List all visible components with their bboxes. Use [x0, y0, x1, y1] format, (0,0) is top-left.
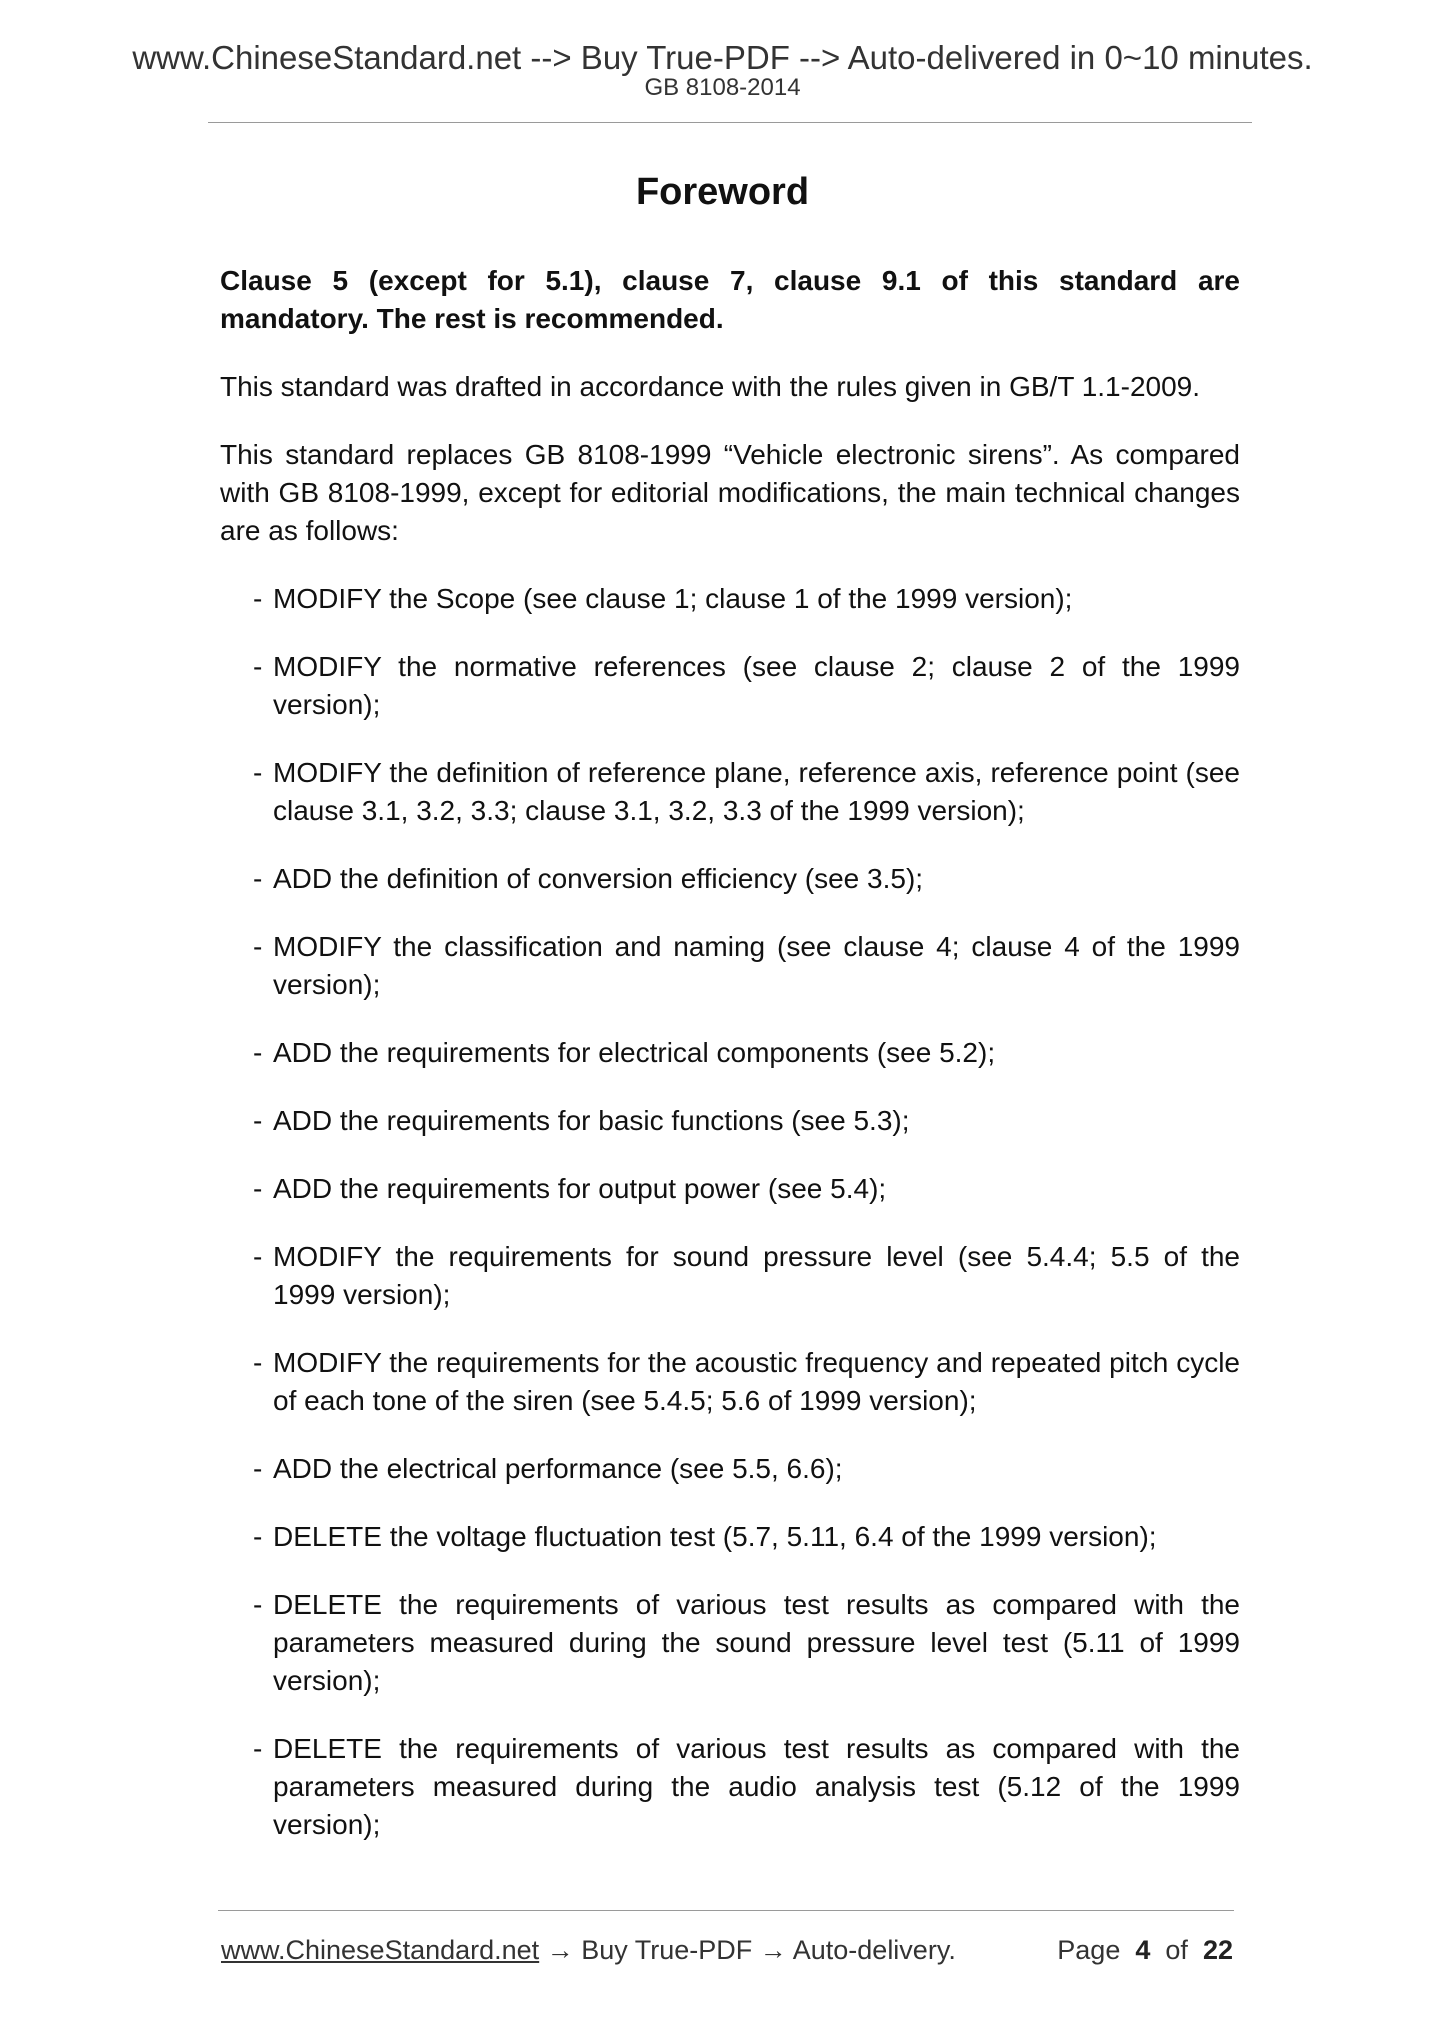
- list-item-text: ADD the requirements for basic functions (see 5.3);: [273, 1105, 910, 1136]
- list-item: [220, 1034, 1240, 1072]
- replacement-paragraph: This standard replaces GB 8108-1999 “Vehicle electronic sirens”. As compared with GB 8108-1999, except for editorial modifications, the main technical changes are as follows:: [220, 439, 1240, 546]
- list-item-text: MODIFY the classification and naming (see clause 4; clause 4 of the 1999 version);: [273, 931, 1240, 1000]
- bullet-dash: -: [253, 1037, 263, 1068]
- list-item-text: MODIFY the definition of reference plane, reference axis, reference point (see clause 3.1, 3.2, 3.3; clause 3.1, 3.2, 3.3 of the 1999 version);: [273, 757, 1240, 826]
- mandatory-clause-paragraph: Clause 5 (except for 5.1), clause 7, clause 9.1 of this standard are mandatory. The rest is recommended.: [220, 265, 1240, 334]
- bullet-dash: -: [253, 1589, 263, 1620]
- page-indicator: [1057, 1932, 1233, 1968]
- header-divider: [208, 122, 1252, 123]
- list-item: [220, 1238, 1240, 1314]
- list-item-text: ADD the electrical performance (see 5.5, 6.6);: [273, 1453, 843, 1484]
- changes-list: [220, 580, 1240, 1844]
- list-item-text: ADD the requirements for output power (see 5.4);: [273, 1173, 887, 1204]
- list-item-text: MODIFY the requirements for sound pressure level (see 5.4.4; 5.5 of the 1999 version);: [273, 1241, 1240, 1310]
- list-item: [220, 1344, 1240, 1420]
- list-item: [220, 1450, 1240, 1488]
- site-banner: www.ChineseStandard.net --> Buy True-PDF --> Auto-delivered in 0~10 minutes.: [132, 39, 1313, 76]
- list-item-text: MODIFY the requirements for the acoustic frequency and repeated pitch cycle of each tone of the siren (see 5.4.5; 5.6 of 1999 version);: [273, 1347, 1240, 1416]
- bullet-dash: -: [253, 1105, 263, 1136]
- bullet-dash: -: [253, 1521, 263, 1552]
- list-item: [220, 648, 1240, 724]
- footer-tagline: → Buy True-PDF → Auto-delivery.: [539, 1935, 956, 1965]
- bullet-dash: -: [253, 863, 263, 894]
- standard-code: GB 8108-2014: [644, 74, 801, 101]
- page-total: 22: [1202, 1935, 1233, 1965]
- list-item: [220, 860, 1240, 898]
- footer-divider: [218, 1910, 1234, 1911]
- list-item: [220, 580, 1240, 618]
- list-item-text: MODIFY the normative references (see clause 2; clause 2 of the 1999 version);: [273, 651, 1240, 720]
- bullet-dash: -: [253, 757, 263, 788]
- bullet-dash: -: [253, 931, 263, 962]
- bullet-dash: -: [253, 1453, 263, 1484]
- footer-site-link[interactable]: www.ChineseStandard.net: [221, 1935, 540, 1965]
- bullet-dash: -: [253, 1173, 263, 1204]
- page-label: Page: [1057, 1935, 1121, 1965]
- page-footer: [221, 1932, 1233, 1968]
- page-current: 4: [1135, 1935, 1151, 1965]
- list-item-text: MODIFY the Scope (see clause 1; clause 1 of the 1999 version);: [273, 583, 1073, 614]
- list-item: [220, 1102, 1240, 1140]
- list-item-text: DELETE the requirements of various test results as compared with the parameters measured during the sound pressure level test (5.11 of 1999 version);: [273, 1589, 1240, 1696]
- footer-left: [221, 1932, 956, 1968]
- list-item: [220, 1170, 1240, 1208]
- bullet-dash: -: [253, 583, 263, 614]
- list-item: [220, 1730, 1240, 1844]
- list-item-text: ADD the definition of conversion efficiency (see 3.5);: [273, 863, 924, 894]
- page-title: Foreword: [635, 171, 810, 213]
- list-item: [220, 754, 1240, 830]
- drafting-paragraph: This standard was drafted in accordance with the rules given in GB/T 1.1-2009.: [220, 371, 1201, 402]
- list-item: [220, 928, 1240, 1004]
- bullet-dash: -: [253, 1347, 263, 1378]
- document-body: [220, 262, 1240, 1874]
- list-item-text: DELETE the voltage fluctuation test (5.7, 5.11, 6.4 of the 1999 version);: [273, 1521, 1157, 1552]
- list-item: [220, 1586, 1240, 1700]
- bullet-dash: -: [253, 1241, 263, 1272]
- page-of: of: [1165, 1935, 1188, 1965]
- list-item-text: DELETE the requirements of various test results as compared with the parameters measured during the audio analysis test (5.12 of the 1999 version);: [273, 1733, 1240, 1840]
- list-item: [220, 1518, 1240, 1556]
- list-item-text: ADD the requirements for electrical components (see 5.2);: [273, 1037, 996, 1068]
- bullet-dash: -: [253, 651, 263, 682]
- bullet-dash: -: [253, 1733, 263, 1764]
